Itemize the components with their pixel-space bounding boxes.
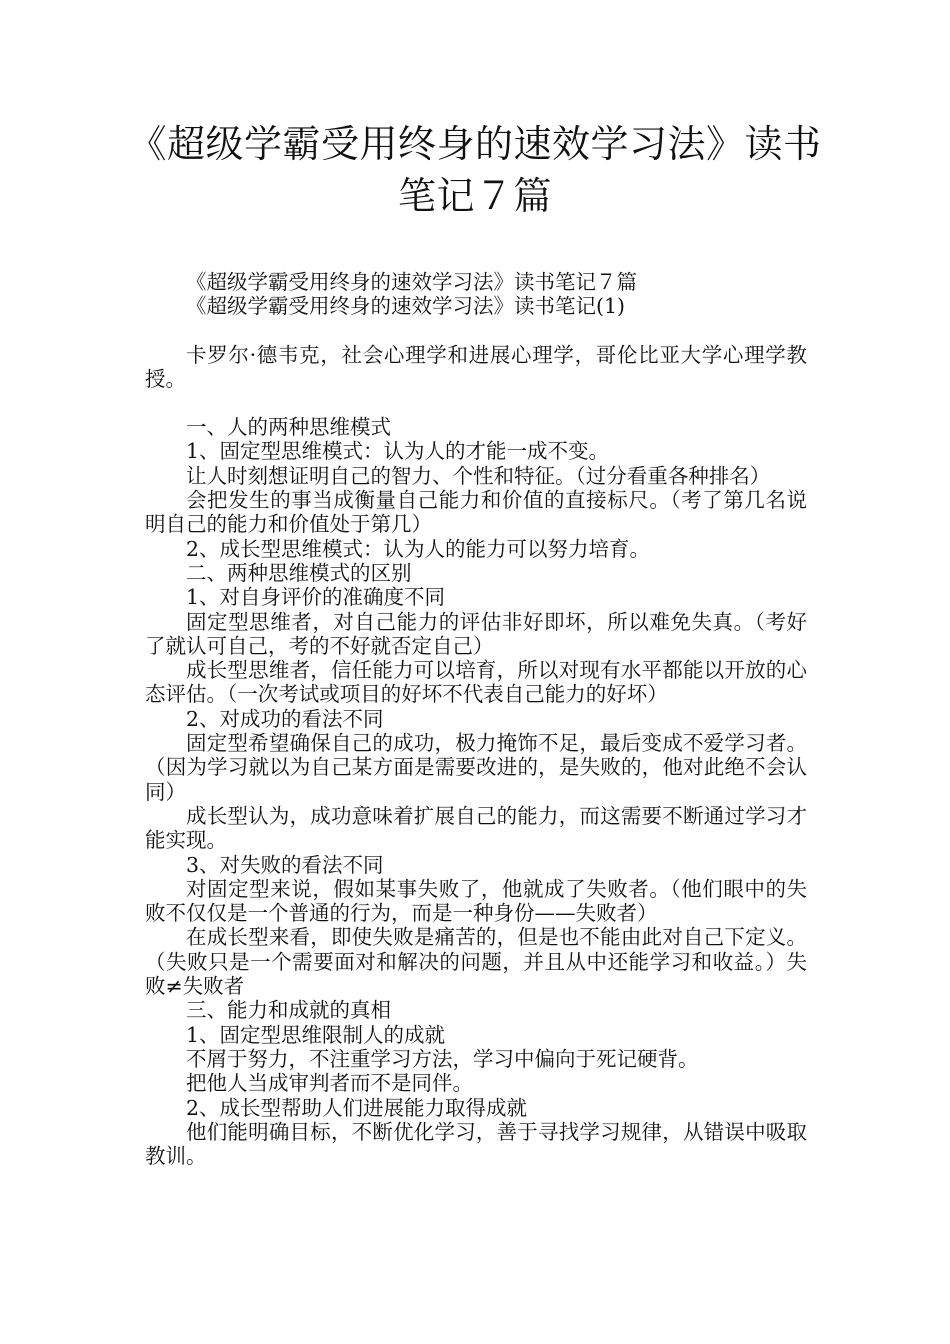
heading-1: 一、人的两种思维模式 (186, 415, 391, 440)
paragraph: 会把发生的事当成衡量自己能力和价值的直接标尺。（考了第几名说明自己的能力和价值处于第几） (145, 488, 807, 537)
heading-2: 二、两种思维模式的区别 (186, 560, 412, 585)
title-line-2: 笔记７篇 (397, 174, 552, 218)
paragraph: 1、固定型思维模式：认为人的才能一成不变。 (186, 439, 610, 464)
paragraph: 把他人当成审判者而不是同伴。 (186, 1071, 473, 1096)
paragraph: 成长型思维者，信任能力可以培育，所以对现有水平都能以开放的心态评估。（一次考试或项目的好坏不代表自己能力的好坏） (145, 658, 807, 707)
paragraph: 2、成长型思维模式：认为人的能力可以努力培育。 (186, 536, 651, 561)
document-body (145, 270, 807, 1168)
paragraph: 他们能明确目标，不断优化学习，善于寻找学习规律，从错误中吸取教训。 (145, 1119, 807, 1169)
paragraph: 不屑于努力，不注重学习方法，学习中偏向于死记硬背。 (186, 1046, 699, 1071)
paragraph: 3、对失败的看法不同 (186, 852, 384, 877)
paragraph: 固定型思维者，对自己能力的评估非好即坏，所以难免失真。（考好了就认可自己，考的不好就否定自己） (145, 609, 807, 658)
paragraph: 1、对自身评价的准确度不同 (186, 585, 446, 610)
paragraph: 对固定型来说，假如某事失败了，他就成了失败者。（他们眼中的失败不仅仅是一个普通的行为，而是一种身份——失败者） (145, 876, 807, 926)
paragraph: 2、成长型帮助人们进展能力取得成就 (186, 1095, 528, 1120)
paragraph: 固定型希望确保自己的成功，极力掩饰不足，最后变成不爱学习者。（因为学习就以为自己某方面是需要改进的，是失败的，他对此绝不会认同） (145, 731, 807, 804)
paragraph-intro: 卡罗尔·德韦克，社会心理学和进展心理学，哥伦比亚大学心理学教授。 (145, 342, 807, 391)
paragraph: 2、对成功的看法不同 (186, 706, 384, 731)
section-title: 《超级学霸受用终身的速效学习法》读书笔记(1) (186, 294, 626, 319)
paragraph: 在成长型来看，即使失败是痛苦的，但是也不能由此对自己下定义。（失败只是一个需要面对和解决的问题，并且从中还能学习和收益。）失败≠失败者 (145, 925, 807, 999)
paragraph: 让人时刻想证明自己的智力、个性和特征。（过分看重各种排名） (186, 463, 771, 488)
document-title (100, 118, 850, 222)
paragraph: 成长型认为，成功意味着扩展自己的能力，而这需要不断通过学习才能实现。 (145, 803, 807, 853)
title-line-1: 《超级学霸受用终身的速效学习法》读书 (128, 122, 822, 166)
paragraph: 1、固定型思维限制人的成就 (186, 1022, 446, 1047)
subtitle: 《超级学霸受用终身的速效学习法》读书笔记７篇 (186, 270, 637, 294)
heading-3: 三、能力和成就的真相 (186, 998, 391, 1023)
